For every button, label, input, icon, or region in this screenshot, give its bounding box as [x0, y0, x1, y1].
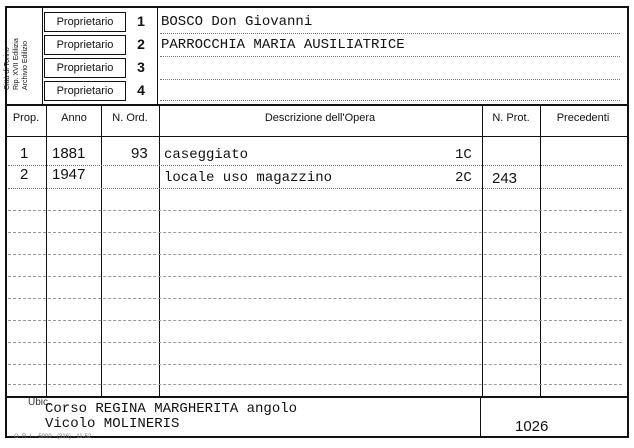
col-header-anno: Anno — [61, 112, 87, 124]
row-1-descrizione: caseggiato — [164, 147, 249, 163]
owner-4-label: Proprietario — [44, 81, 126, 101]
row-2-anno: 1947 — [52, 166, 86, 183]
row-2-prop: 2 — [20, 166, 29, 183]
owner-2-number: 2 — [137, 36, 145, 52]
owner-2-label: Proprietario — [44, 35, 126, 55]
col-header-n-ord: N. Ord. — [112, 112, 148, 124]
col-divider-1 — [46, 106, 47, 396]
archive-side-label — [4, 20, 34, 90]
owner-2-underline — [160, 56, 620, 57]
col-header-n-prot: N. Prot. — [492, 112, 530, 124]
header-table-separator — [5, 104, 629, 106]
row-1-prop: 1 — [20, 145, 29, 162]
col-divider-4 — [482, 106, 483, 396]
owner-3-label: Proprietario — [44, 58, 126, 78]
empty-row-rule — [8, 320, 622, 321]
side-label-line-2: Rip. XVII Edilizia — [13, 38, 20, 90]
empty-row-rule — [8, 364, 622, 365]
row-2-rule — [8, 188, 622, 189]
empty-row-rule — [8, 298, 622, 299]
row-2-code: 2C — [455, 170, 472, 186]
location-line-1: Corso REGINA MARGHERITA angolo — [45, 401, 298, 417]
header-divider-right — [157, 8, 158, 104]
owner-4-underline — [160, 100, 620, 101]
empty-row-rule — [8, 254, 622, 255]
side-label-line-1: Città di Torino — [4, 47, 11, 90]
row-1-anno: 1881 — [52, 145, 86, 162]
col-divider-2 — [101, 106, 102, 396]
location-number-divider — [480, 398, 481, 436]
owner-2-name: PARROCCHIA MARIA AUSILIATRICE — [161, 37, 405, 53]
row-1-rule — [8, 165, 622, 166]
empty-row-rule — [8, 276, 622, 277]
owner-4-number: 4 — [137, 82, 145, 98]
table-header-rule — [5, 136, 629, 137]
col-divider-5 — [540, 106, 541, 396]
owner-3-number: 3 — [137, 59, 145, 75]
empty-row-rule — [8, 342, 622, 343]
location-separator — [5, 396, 629, 398]
owner-1-name: BOSCO Don Giovanni — [161, 14, 313, 30]
col-header-descrizione: Descrizione dell'Opera — [264, 112, 376, 124]
location-line-2: Vicolo MOLINERIS — [45, 416, 180, 432]
location-label: Ubic. — [28, 397, 51, 408]
col-header-prop: Prop. — [12, 112, 40, 124]
col-header-precedenti: Precedenti — [556, 112, 610, 124]
row-2-n-prot: 243 — [492, 170, 518, 187]
print-code: O. R. I. - 5000 - (316) - 11-52 — [14, 434, 92, 440]
empty-row-rule — [8, 384, 622, 385]
owner-3-underline — [160, 79, 620, 80]
side-label-line-3: Archivio Edilizio — [22, 40, 29, 90]
row-1-code: 1C — [455, 147, 472, 163]
row-2-descrizione: locale uso magazzino — [164, 170, 333, 186]
col-divider-3 — [159, 106, 160, 396]
empty-row-rule — [8, 210, 622, 211]
owner-1-underline — [160, 33, 620, 34]
row-1-n-ord: 93 — [131, 145, 148, 162]
owner-1-label: Proprietario — [44, 12, 126, 32]
location-number: 1026 — [515, 418, 549, 435]
empty-row-rule — [8, 232, 622, 233]
owner-1-number: 1 — [137, 13, 145, 29]
header-divider-left — [42, 8, 43, 104]
